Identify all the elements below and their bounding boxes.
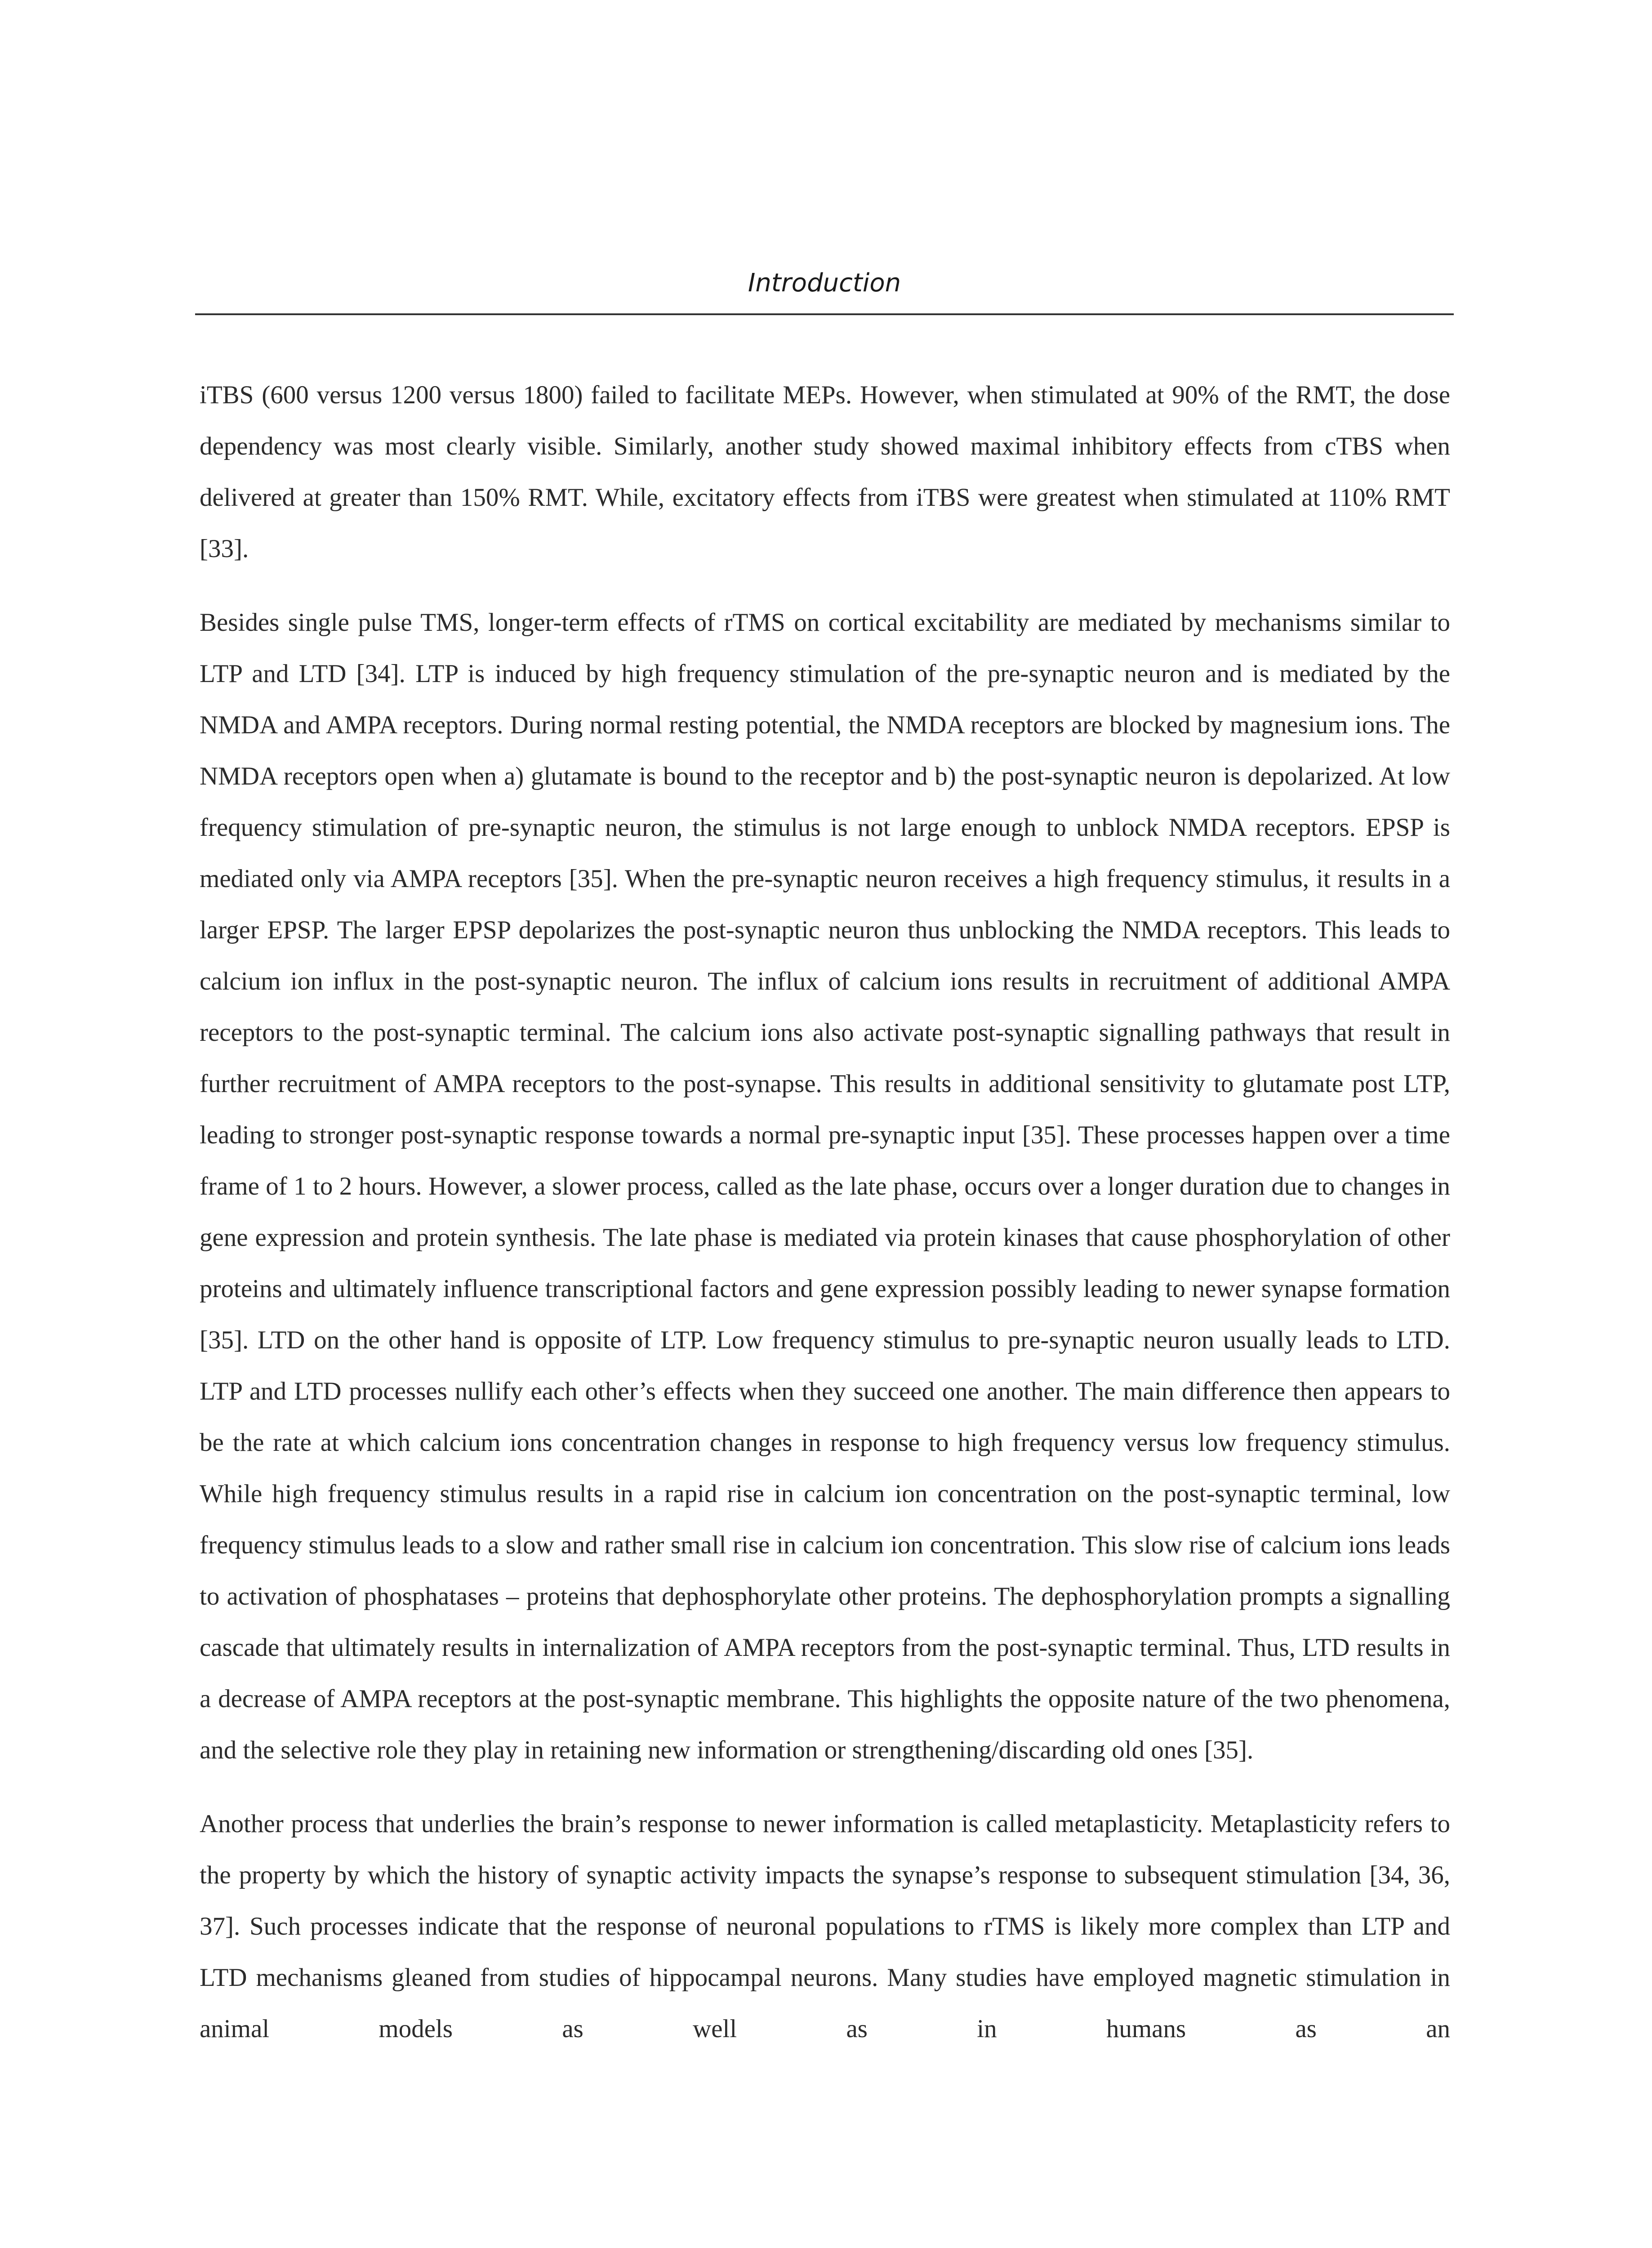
header-divider [195,313,1454,315]
running-header: Introduction [748,268,901,298]
paragraph-2: Besides single pulse TMS, longer-term effects of rTMS on cortical excitability are mediated by mechanisms similar to LTP and LTD [34]. LTP is induced by high frequency stimulation of the pre-synaptic neuron and is mediated by the NMDA and AMPA receptors. During normal resting potential, the NMDA receptors are blocked by magnesium ions. The NMDA receptors open when a) glutamate is bound to the receptor and b) the post-synaptic neuron is depolarized. At low frequency stimulation of pre-synaptic neuron, the stimulus is not large enough to unblock NMDA receptors. EPSP is mediated only via AMPA receptors [35]. When the pre-synaptic neuron receives a high frequency stimulus, it results in a larger EPSP. The larger EPSP depolarizes the post-synaptic neuron thus unblocking the NMDA receptors. This leads to calcium ion influx in the post-synaptic neuron. The influx of calcium ions results in recruitment of additional AMPA receptors to the post-synaptic terminal. The calcium ions also activate post-synaptic signalling pathways that result in further recruitment of AMPA receptors to the post-synapse. This results in additional sensitivity to glutamate post LTP, leading to stronger post-synaptic response towards a normal pre-synaptic input [35]. These processes happen over a time frame of 1 to 2 hours. However, a slower process, called as the late phase, occurs over a longer duration due to changes in gene expression and protein synthesis. The late phase is mediated via protein kinases that cause phosphorylation of other proteins and ultimately influence transcriptional factors and gene expression possibly leading to newer synapse formation [35]. LTD on the other hand is opposite of LTP. Low frequency stimulus to pre-synaptic neuron usually leads to LTD. LTP and LTD processes nullify each other’s effects when they succeed one another. The main difference then appears to be the rate at which calcium ions concentration changes in response to high frequency versus low frequency stimulus. While high frequency stimulus results in a rapid rise in calcium ion concentration on the post-synaptic terminal, low frequency stimulus leads to a slow and rather small rise in calcium ion concentration. This slow rise of calcium ions leads to activation of phosphatases – proteins that dephosphorylate other proteins. The dephosphorylation prompts a signalling cascade that ultimately results in internalization of AMPA receptors from the post-synaptic terminal. Thus, LTD results in a decrease of AMPA receptors at the post-synaptic membrane. This highlights the opposite nature of the two phenomena, and the selective role they play in retaining new information or strengthening/discarding old ones [35]. [200,608,1450,1764]
body-text [200,370,1450,2077]
paragraph-3: Another process that underlies the brain’s response to newer information is called metaplasticity. Metaplasticity refers to the property by which the history of synaptic activity impacts the synapse’s response to subsequent stimulation [34, 36, 37]. Such processes indicate that the response of neuronal populations to rTMS is likely more complex than LTP and LTD mechanisms gleaned from studies of hippocampal neurons. Many studies have employed magnetic stimulation in animal models as well as in humans as an [200,1810,1450,2043]
paragraph-1: iTBS (600 versus 1200 versus 1800) failed to facilitate MEPs. However, when stimulated at 90% of the RMT, the dose dependency was most clearly visible. Similarly, another study showed maximal inhibitory effects from cTBS when delivered at greater than 150% RMT. While, excitatory effects from iTBS were greatest when stimulated at 110% RMT [33]. [200,381,1450,563]
